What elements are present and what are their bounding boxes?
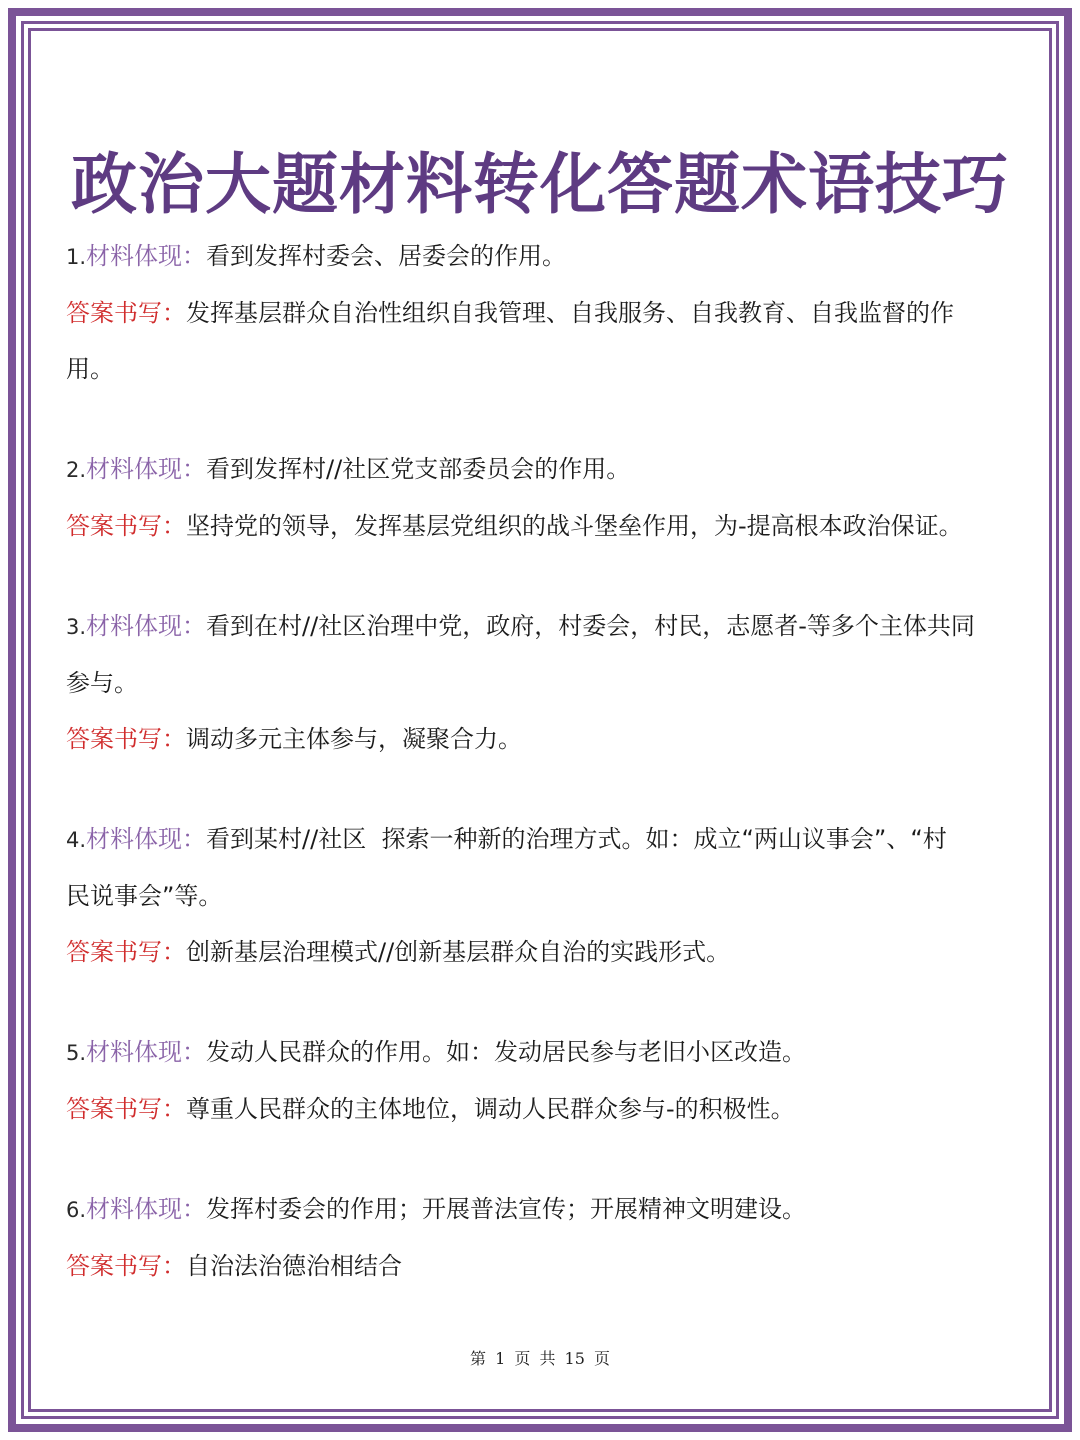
answer-text: 发挥基层群众自治性组织自我管理、自我服务、自我教育、自我监督的作 [186, 299, 954, 327]
item-gap [66, 980, 1018, 1024]
item-number: 2. [66, 458, 87, 482]
answer-line [66, 1081, 1018, 1137]
tip-item-2 [66, 441, 1018, 554]
item-gap [66, 767, 1018, 811]
material-label: 材料体现： [86, 455, 207, 483]
answer-label: 答案书写： [66, 1095, 186, 1123]
page-footer: 第 1 页 共 15 页 [470, 1349, 610, 1368]
item-number: 6. [66, 1198, 87, 1222]
answer-label: 答案书写： [66, 512, 186, 540]
answer-line [66, 924, 1018, 980]
material-text: 参与。 [66, 669, 138, 697]
answer-label: 答案书写： [66, 725, 186, 753]
item-gap [66, 1137, 1018, 1181]
material-text: 发动人民群众的作用。如：发动居民参与老旧小区改造。 [206, 1038, 807, 1066]
material-text: 看到在村//社区治理中党，政府，村委会，村民，志愿者-等多个主体共同 [206, 612, 975, 640]
answer-line [66, 498, 1018, 554]
material-text: 看到某村//社区 探索一种新的治理方式。如：成立“两山议事会”、“村 [206, 825, 947, 853]
answer-text: 调动多元主体参与，凝聚合力。 [186, 725, 522, 753]
material-label: 材料体现： [86, 1038, 207, 1066]
material-text: 看到发挥村//社区党支部委员会的作用。 [206, 455, 631, 483]
material-line [66, 228, 1018, 285]
material-label: 材料体现： [86, 1195, 207, 1223]
answer-text: 用。 [66, 355, 114, 383]
tip-item-4 [66, 811, 1018, 980]
answer-line [66, 711, 1018, 767]
material-label: 材料体现： [86, 242, 207, 270]
material-text: 民说事会”等。 [66, 882, 223, 910]
material-line [66, 598, 1018, 655]
tip-item-6 [66, 1181, 1018, 1294]
tip-item-5 [66, 1024, 1018, 1137]
material-line-continued [66, 655, 1018, 711]
material-line-continued [66, 868, 1018, 924]
tip-item-1 [66, 228, 1018, 397]
page-title: 政治大题材料转化答题术语技巧 [71, 146, 1009, 224]
answer-text: 自治法治德治相结合 [186, 1252, 402, 1280]
answer-text: 创新基层治理模式//创新基层群众自治的实践形式。 [186, 938, 731, 966]
material-label: 材料体现： [86, 612, 207, 640]
answer-text: 尊重人民群众的主体地位，调动人民群众参与-的积极性。 [186, 1095, 795, 1123]
answer-line [66, 1238, 1018, 1294]
item-number: 1. [66, 245, 87, 269]
material-label: 材料体现： [86, 825, 207, 853]
item-gap [66, 397, 1018, 441]
material-line [66, 441, 1018, 498]
item-number: 5. [66, 1041, 87, 1065]
tip-item-3 [66, 598, 1018, 767]
material-line [66, 811, 1018, 868]
answer-label: 答案书写： [66, 938, 186, 966]
material-line [66, 1181, 1018, 1238]
material-text: 看到发挥村委会、居委会的作用。 [206, 242, 567, 270]
item-number: 4. [66, 828, 87, 852]
answer-label: 答案书写： [66, 1252, 186, 1280]
item-number: 3. [66, 615, 87, 639]
material-text: 发挥村委会的作用；开展普法宣传；开展精神文明建设。 [206, 1195, 807, 1223]
answer-text: 坚持党的领导，发挥基层党组织的战斗堡垒作用，为-提高根本政治保证。 [186, 512, 963, 540]
answer-line-continued [66, 341, 1018, 397]
item-gap [66, 554, 1018, 598]
answer-label: 答案书写： [66, 299, 186, 327]
material-line [66, 1024, 1018, 1081]
answer-line [66, 285, 1018, 341]
content-body [66, 228, 1018, 1294]
